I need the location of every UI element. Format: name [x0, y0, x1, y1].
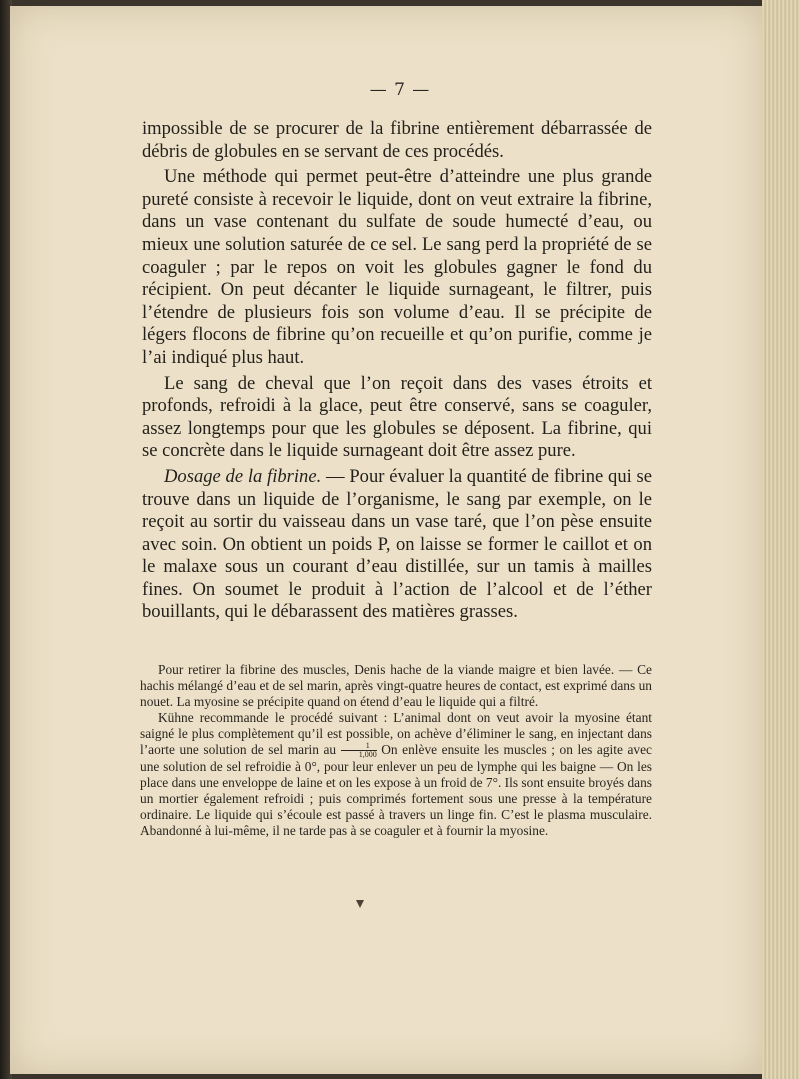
footnote-paragraph-1: Pour retirer la fibrine des muscles, Denis hache de la viande maigre et bien lavée. — Ce hachis mélangé d’eau et de sel marin, après vingt-quatre heures de contact, est exprimé dans un nouet. La myosine se précipite quand on étend d’eau le liquide qui a filtré.	[140, 662, 652, 709]
page-edges	[762, 0, 800, 1079]
paragraph-continuation: impossible de se procurer de la fibrine entièrement débarrassée de débris de globules en se servant de ces procédés.	[142, 118, 652, 162]
page-number: — 7 —	[369, 80, 431, 100]
section-heading: Dosage de la fibrine.	[164, 465, 322, 487]
fraction-numerator: 1	[341, 742, 377, 751]
printer-mark	[356, 900, 364, 908]
footnote	[140, 662, 652, 838]
fraction	[341, 742, 377, 759]
heading-dash: —	[321, 465, 350, 487]
footnote-paragraph-2	[140, 710, 652, 839]
main-text	[142, 118, 652, 624]
fraction-denominator: 1,000	[358, 749, 377, 759]
paragraph-method: Une méthode qui permet peut-être d’atteindre une plus grande pureté consiste à recevoir le liquide, dont on veut extraire la fibrine, dans un vase contenant du sulfate de soude humecté d’eau, ou mieux une solution saturée de ce sel. Le sang perd la propriété de se coaguler ; par le repos on voit les globules gagner le fond du récipient. On peut décanter le liquide surnageant, le filtrer, puis l’étendre de plusieurs fois son volume d’eau. Il se précipite de légers flocons de fibrine qu’on recueille et qu’on purifie, comme je l’ai indiqué plus haut.	[142, 166, 652, 368]
footnote-text-after: On enlève ensuite les muscles ; on les agite avec une solution de sel refroidie à 0°, pour leur enlever un peu de lymphe qui les baigne — On les place dans une enveloppe de laine et on les expose à un froid de 7°. Ils sont ensuite broyés dans un mortier également refroidi ; puis comprimés fortement sous une presse à la température ordinaire. Le liquide qui s’écoule est passé à travers un linge fin. C’est le plasma musculaire. Abandonné à lui-même, il ne tarde pas à se coaguler et à fournir la myosine.	[140, 741, 652, 838]
paragraph-dosage	[142, 466, 652, 624]
section-text: Pour évaluer la quantité de fibrine qui se trouve dans un liquide de l’organisme, le sang par exemple, on le reçoit au sortir du vaisseau dans un vase taré, que l’on pèse ensuite avec soin. On obtient un poids P, on laisse se former le caillot et on le malaxe sous un courant d’eau distillée, sur un tamis à mailles fines. On soumet le produit à l’action de l’alcool et de l’éther bouillants, qui le débarassent des matières grasses.	[142, 465, 653, 623]
paragraph-horse-blood: Le sang de cheval que l’on reçoit dans des vases étroits et profonds, refroidi à la glace, peut être conservé, sans se coaguler, assez longtemps pour que les globules se déposent. La fibrine, qui se concrète dans le liquide surnageant doit être assez pure.	[142, 372, 652, 462]
footnote-text-before: Kühne recommande le procédé suivant : L’animal dont on veut avoir la myosine étant saigné le plus complètement qu’il est possible, on achève d’éliminer le sang, en injectant dans l’aorte une solution de sel marin au	[140, 709, 652, 757]
